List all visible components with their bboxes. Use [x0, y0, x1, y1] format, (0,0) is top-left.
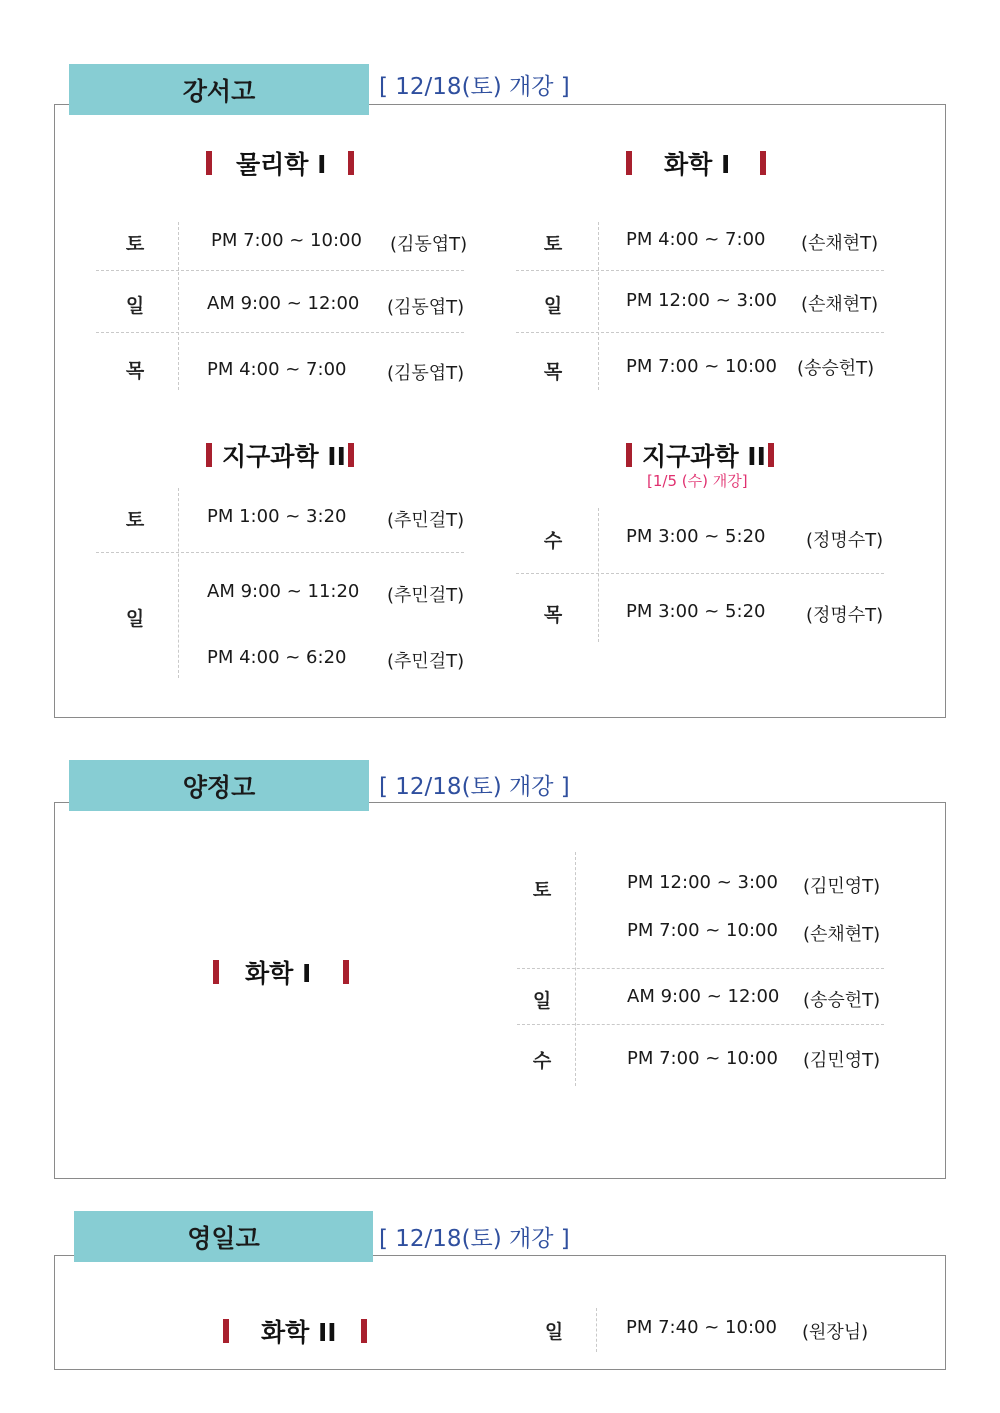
teacher-name: (김민영T)	[803, 876, 881, 897]
subject-title-text: 화학 I	[664, 150, 731, 179]
title-bar-right	[343, 960, 349, 984]
subject-title-earth2-right	[626, 437, 774, 473]
title-bar-left	[626, 151, 632, 175]
teacher-name: (김동엽T)	[387, 363, 465, 384]
teacher-name: (추민걸T)	[387, 510, 465, 531]
time-range: PM 4:00 ~ 7:00	[626, 229, 766, 250]
divider	[516, 573, 884, 574]
divider	[598, 222, 599, 390]
divider	[516, 270, 884, 271]
divider	[575, 852, 576, 1086]
day-label: 목	[125, 360, 145, 382]
time-range: PM 4:00 ~ 6:20	[207, 647, 347, 668]
opening-date: [ 12/18(토) 개강 ]	[379, 74, 570, 100]
title-bar-right	[361, 1319, 367, 1343]
subject-title-physics1	[206, 145, 354, 181]
school-tab-yeongil	[74, 1211, 373, 1262]
teacher-name: (추민걸T)	[387, 585, 465, 606]
title-bar-right	[760, 151, 766, 175]
school-tab-gangseo	[69, 64, 369, 115]
divider	[178, 222, 179, 390]
divider	[178, 488, 179, 678]
divider	[596, 1308, 597, 1352]
divider	[96, 270, 464, 271]
title-bar-right	[348, 151, 354, 175]
subject-title-chem2	[223, 1313, 367, 1349]
day-label: 토	[125, 233, 145, 255]
teacher-name: (송승헌T)	[797, 358, 875, 379]
teacher-name: (김동엽T)	[387, 297, 465, 318]
subject-title-text: 지구과학 II	[642, 442, 766, 471]
teacher-name: (김동엽T)	[390, 234, 468, 255]
subject-title-text: 지구과학 II	[222, 442, 346, 471]
subject-title-chem1	[626, 145, 766, 181]
teacher-name: (원장님)	[802, 1322, 869, 1343]
divider	[96, 332, 464, 333]
divider	[96, 552, 464, 553]
teacher-name: (추민걸T)	[387, 651, 465, 672]
time-range: PM 7:00 ~ 10:00	[627, 920, 778, 941]
school-tab-yangjeong	[69, 760, 369, 811]
day-label: 목	[543, 604, 563, 626]
title-bar-left	[206, 443, 212, 467]
school-name: 양정고	[182, 772, 256, 802]
teacher-name: (정명수T)	[806, 605, 884, 626]
time-range: PM 12:00 ~ 3:00	[626, 290, 777, 311]
time-range: AM 9:00 ~ 12:00	[207, 293, 360, 314]
subject-title-chem1	[213, 954, 349, 990]
teacher-name: (손채현T)	[801, 294, 879, 315]
school-name: 영일고	[187, 1223, 260, 1253]
title-bar-left	[206, 151, 212, 175]
teacher-name: (손채현T)	[801, 233, 879, 254]
teacher-name: (정명수T)	[806, 530, 884, 551]
day-label: 수	[532, 1050, 552, 1072]
day-label: 목	[543, 361, 563, 383]
day-label: 토	[125, 509, 145, 531]
time-range: PM 7:40 ~ 10:00	[626, 1317, 777, 1338]
time-range: PM 7:00 ~ 10:00	[211, 230, 362, 251]
teacher-name: (송승헌T)	[803, 990, 881, 1011]
opening-date: [ 12/18(토) 개강 ]	[379, 774, 570, 800]
teacher-name: (손채현T)	[803, 924, 881, 945]
subject-title-text: 화학 I	[245, 959, 312, 988]
time-range: PM 3:00 ~ 5:20	[626, 526, 766, 547]
divider	[517, 968, 884, 969]
time-range: PM 7:00 ~ 10:00	[627, 1048, 778, 1069]
title-bar-left	[223, 1319, 229, 1343]
divider	[517, 1024, 884, 1025]
teacher-name: (김민영T)	[803, 1050, 881, 1071]
time-range: PM 7:00 ~ 10:00	[626, 356, 777, 377]
time-range: PM 12:00 ~ 3:00	[627, 872, 778, 893]
subject-title-text: 물리학 I	[236, 150, 327, 179]
title-bar-left	[213, 960, 219, 984]
day-label: 토	[543, 233, 563, 255]
day-label: 일	[532, 990, 552, 1012]
day-label: 일	[125, 295, 145, 317]
time-range: PM 1:00 ~ 3:20	[207, 506, 347, 527]
day-label: 토	[532, 879, 552, 901]
divider	[516, 332, 884, 333]
title-bar-left	[626, 443, 632, 467]
subject-title-text: 화학 II	[261, 1318, 337, 1347]
day-label: 일	[543, 295, 563, 317]
subject-opening-note: [1/5 (수) 개강]	[647, 472, 748, 490]
title-bar-right	[348, 443, 354, 467]
subject-title-earth2-left	[206, 437, 354, 473]
day-label: 수	[543, 530, 563, 552]
opening-date: [ 12/18(토) 개강 ]	[379, 1226, 570, 1252]
time-range: AM 9:00 ~ 11:20	[207, 581, 360, 602]
time-range: PM 4:00 ~ 7:00	[207, 359, 347, 380]
title-bar-right	[768, 443, 774, 467]
school-name: 강서고	[182, 76, 256, 106]
divider	[598, 508, 599, 642]
time-range: AM 9:00 ~ 12:00	[627, 986, 780, 1007]
yeongil-box	[54, 1255, 946, 1370]
day-label: 일	[544, 1321, 564, 1343]
day-label: 일	[125, 608, 145, 630]
time-range: PM 3:00 ~ 5:20	[626, 601, 766, 622]
